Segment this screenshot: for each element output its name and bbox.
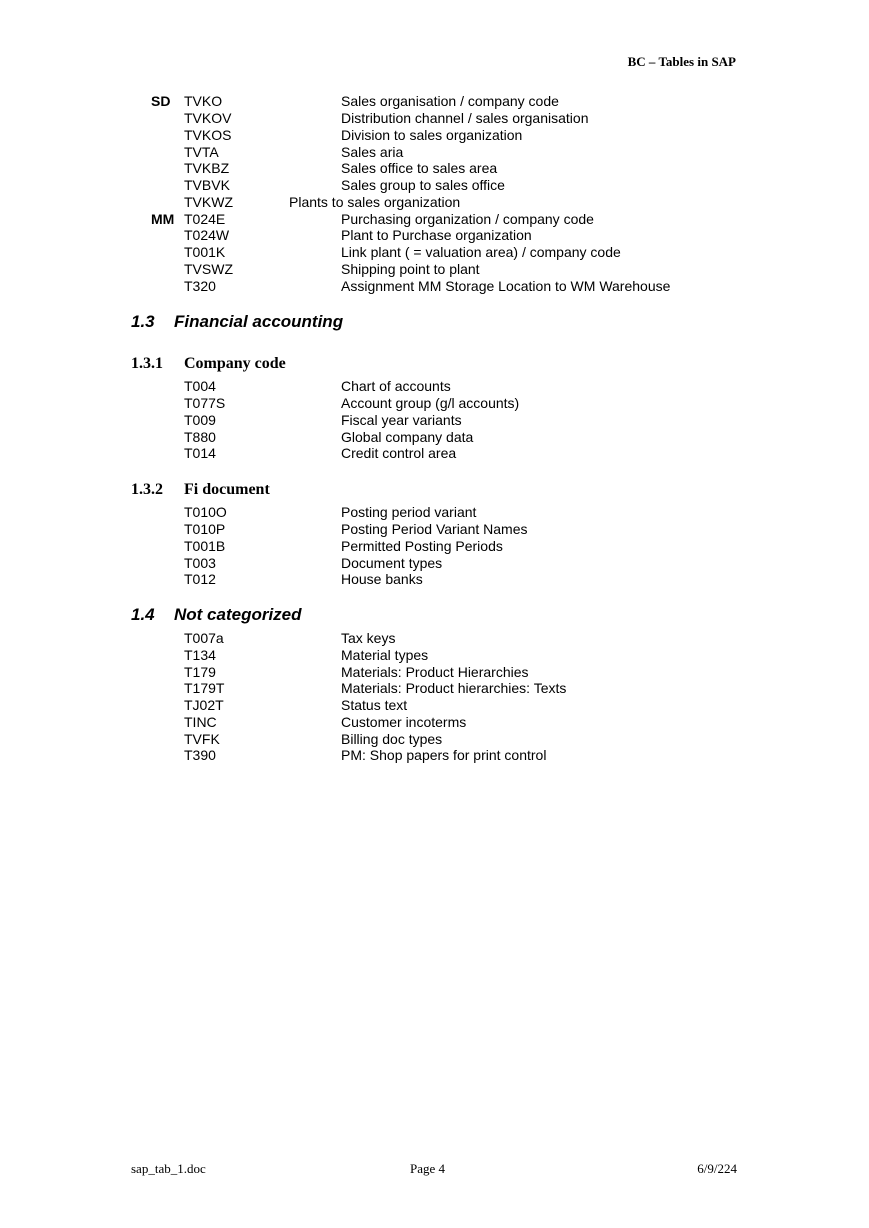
section-number: 1.3.2 (131, 481, 163, 498)
table-description: Credit control area (341, 445, 457, 461)
table-row (0, 378, 869, 395)
module-label: SD (151, 93, 171, 109)
table-description: Fiscal year variants (341, 412, 462, 428)
subsection-heading-fi-document (131, 480, 270, 500)
table-row (0, 521, 869, 538)
table-description: Sales organisation / company code (341, 93, 559, 109)
table-description: Posting Period Variant Names (341, 521, 528, 537)
footer-filename: sap_tab_1.doc (131, 1161, 206, 1176)
table-code: T014 (184, 445, 216, 461)
section-title: Fi document (184, 481, 270, 498)
table-row (0, 244, 869, 261)
section-title: Not categorized (174, 605, 302, 624)
table-code: TVKWZ (184, 194, 233, 210)
table-row (0, 747, 869, 764)
table-description: PM: Shop papers for print control (341, 747, 547, 763)
table-description: Link plant ( = valuation area) / company code (341, 244, 621, 260)
table-code: TVSWZ (184, 261, 233, 277)
table-description: House banks (341, 571, 423, 587)
table-code: TVKO (184, 93, 223, 109)
table-description: Shipping point to plant (341, 261, 480, 277)
table-code: T009 (184, 412, 216, 428)
section-heading-not-categorized (131, 605, 302, 625)
table-row (0, 445, 869, 462)
table-description: Chart of accounts (341, 378, 451, 394)
table-row (0, 93, 869, 110)
document-title: BC – Tables in SAP (627, 54, 736, 69)
section-number: 1.3.1 (131, 355, 163, 372)
table-row (0, 412, 869, 429)
table-code: T390 (184, 747, 216, 763)
table-row (0, 504, 869, 521)
table-description: Billing doc types (341, 731, 443, 747)
module-label: MM (151, 211, 175, 227)
table-row (0, 714, 869, 731)
section-title: Company code (184, 355, 286, 372)
table-description: Status text (341, 697, 408, 713)
table-code: T001K (184, 244, 226, 260)
table-row (0, 429, 869, 446)
table-code: TVKOS (184, 127, 232, 143)
table-description: Materials: Product hierarchies: Texts (341, 680, 567, 696)
table-description: Tax keys (341, 630, 396, 646)
table-code: TINC (184, 714, 217, 730)
table-code: T077S (184, 395, 226, 411)
table-row (0, 538, 869, 555)
table-row (0, 571, 869, 588)
table-code: T010O (184, 504, 227, 520)
section-heading-financial-accounting (131, 312, 343, 332)
table-description: Plants to sales organization (289, 194, 461, 210)
table-row (0, 697, 869, 714)
table-description: Materials: Product Hierarchies (341, 664, 529, 680)
table-row (0, 144, 869, 161)
table-code: TVKOV (184, 110, 232, 126)
subsection-heading-company-code (131, 354, 286, 374)
table-row (0, 261, 869, 278)
table-code: T004 (184, 378, 216, 394)
table-code: TVKBZ (184, 160, 230, 176)
table-code: TVBVK (184, 177, 230, 193)
table-code: T134 (184, 647, 216, 663)
table-row (0, 127, 869, 144)
section-number: 1.3 (131, 312, 155, 331)
table-code: T024E (184, 211, 226, 227)
table-description: Permitted Posting Periods (341, 538, 503, 554)
section-title: Financial accounting (174, 312, 344, 331)
table-description: Plant to Purchase organization (341, 227, 532, 243)
table-row (0, 555, 869, 572)
table-code: T010P (184, 521, 226, 537)
table-row (0, 647, 869, 664)
table-code: TVFK (184, 731, 220, 747)
table-code: TJ02T (184, 697, 224, 713)
table-row (0, 227, 869, 244)
footer-date: 6/9/224 (697, 1161, 737, 1176)
footer-page-number: Page 4 (410, 1161, 446, 1176)
table-row (0, 160, 869, 177)
table-code: T179T (184, 680, 225, 696)
table-row (0, 731, 869, 748)
table-description: Purchasing organization / company code (341, 211, 594, 227)
table-row (0, 278, 869, 295)
table-description: Customer incoterms (341, 714, 467, 730)
table-code: T320 (184, 278, 216, 294)
table-code: TVTA (184, 144, 219, 160)
table-row (0, 395, 869, 412)
table-row (0, 177, 869, 194)
table-row (0, 630, 869, 647)
table-row (0, 194, 869, 211)
table-description: Sales office to sales area (341, 160, 498, 176)
table-code: T003 (184, 555, 216, 571)
table-description: Assignment MM Storage Location to WM Warehouse (341, 278, 671, 294)
table-description: Sales group to sales office (341, 177, 505, 193)
table-code: T012 (184, 571, 216, 587)
table-description: Division to sales organization (341, 127, 523, 143)
table-code: T880 (184, 429, 216, 445)
table-description: Global company data (341, 429, 474, 445)
table-code: T001B (184, 538, 226, 554)
table-description: Document types (341, 555, 443, 571)
section-number: 1.4 (131, 605, 155, 624)
table-code: T007a (184, 630, 224, 646)
table-row (0, 680, 869, 697)
table-description: Material types (341, 647, 429, 663)
table-description: Posting period variant (341, 504, 477, 520)
table-description: Distribution channel / sales organisation (341, 110, 589, 126)
table-row (0, 211, 869, 228)
table-code: T024W (184, 227, 230, 243)
table-description: Account group (g/l accounts) (341, 395, 520, 411)
table-row (0, 110, 869, 127)
table-description: Sales aria (341, 144, 404, 160)
table-code: T179 (184, 664, 216, 680)
table-row (0, 664, 869, 681)
